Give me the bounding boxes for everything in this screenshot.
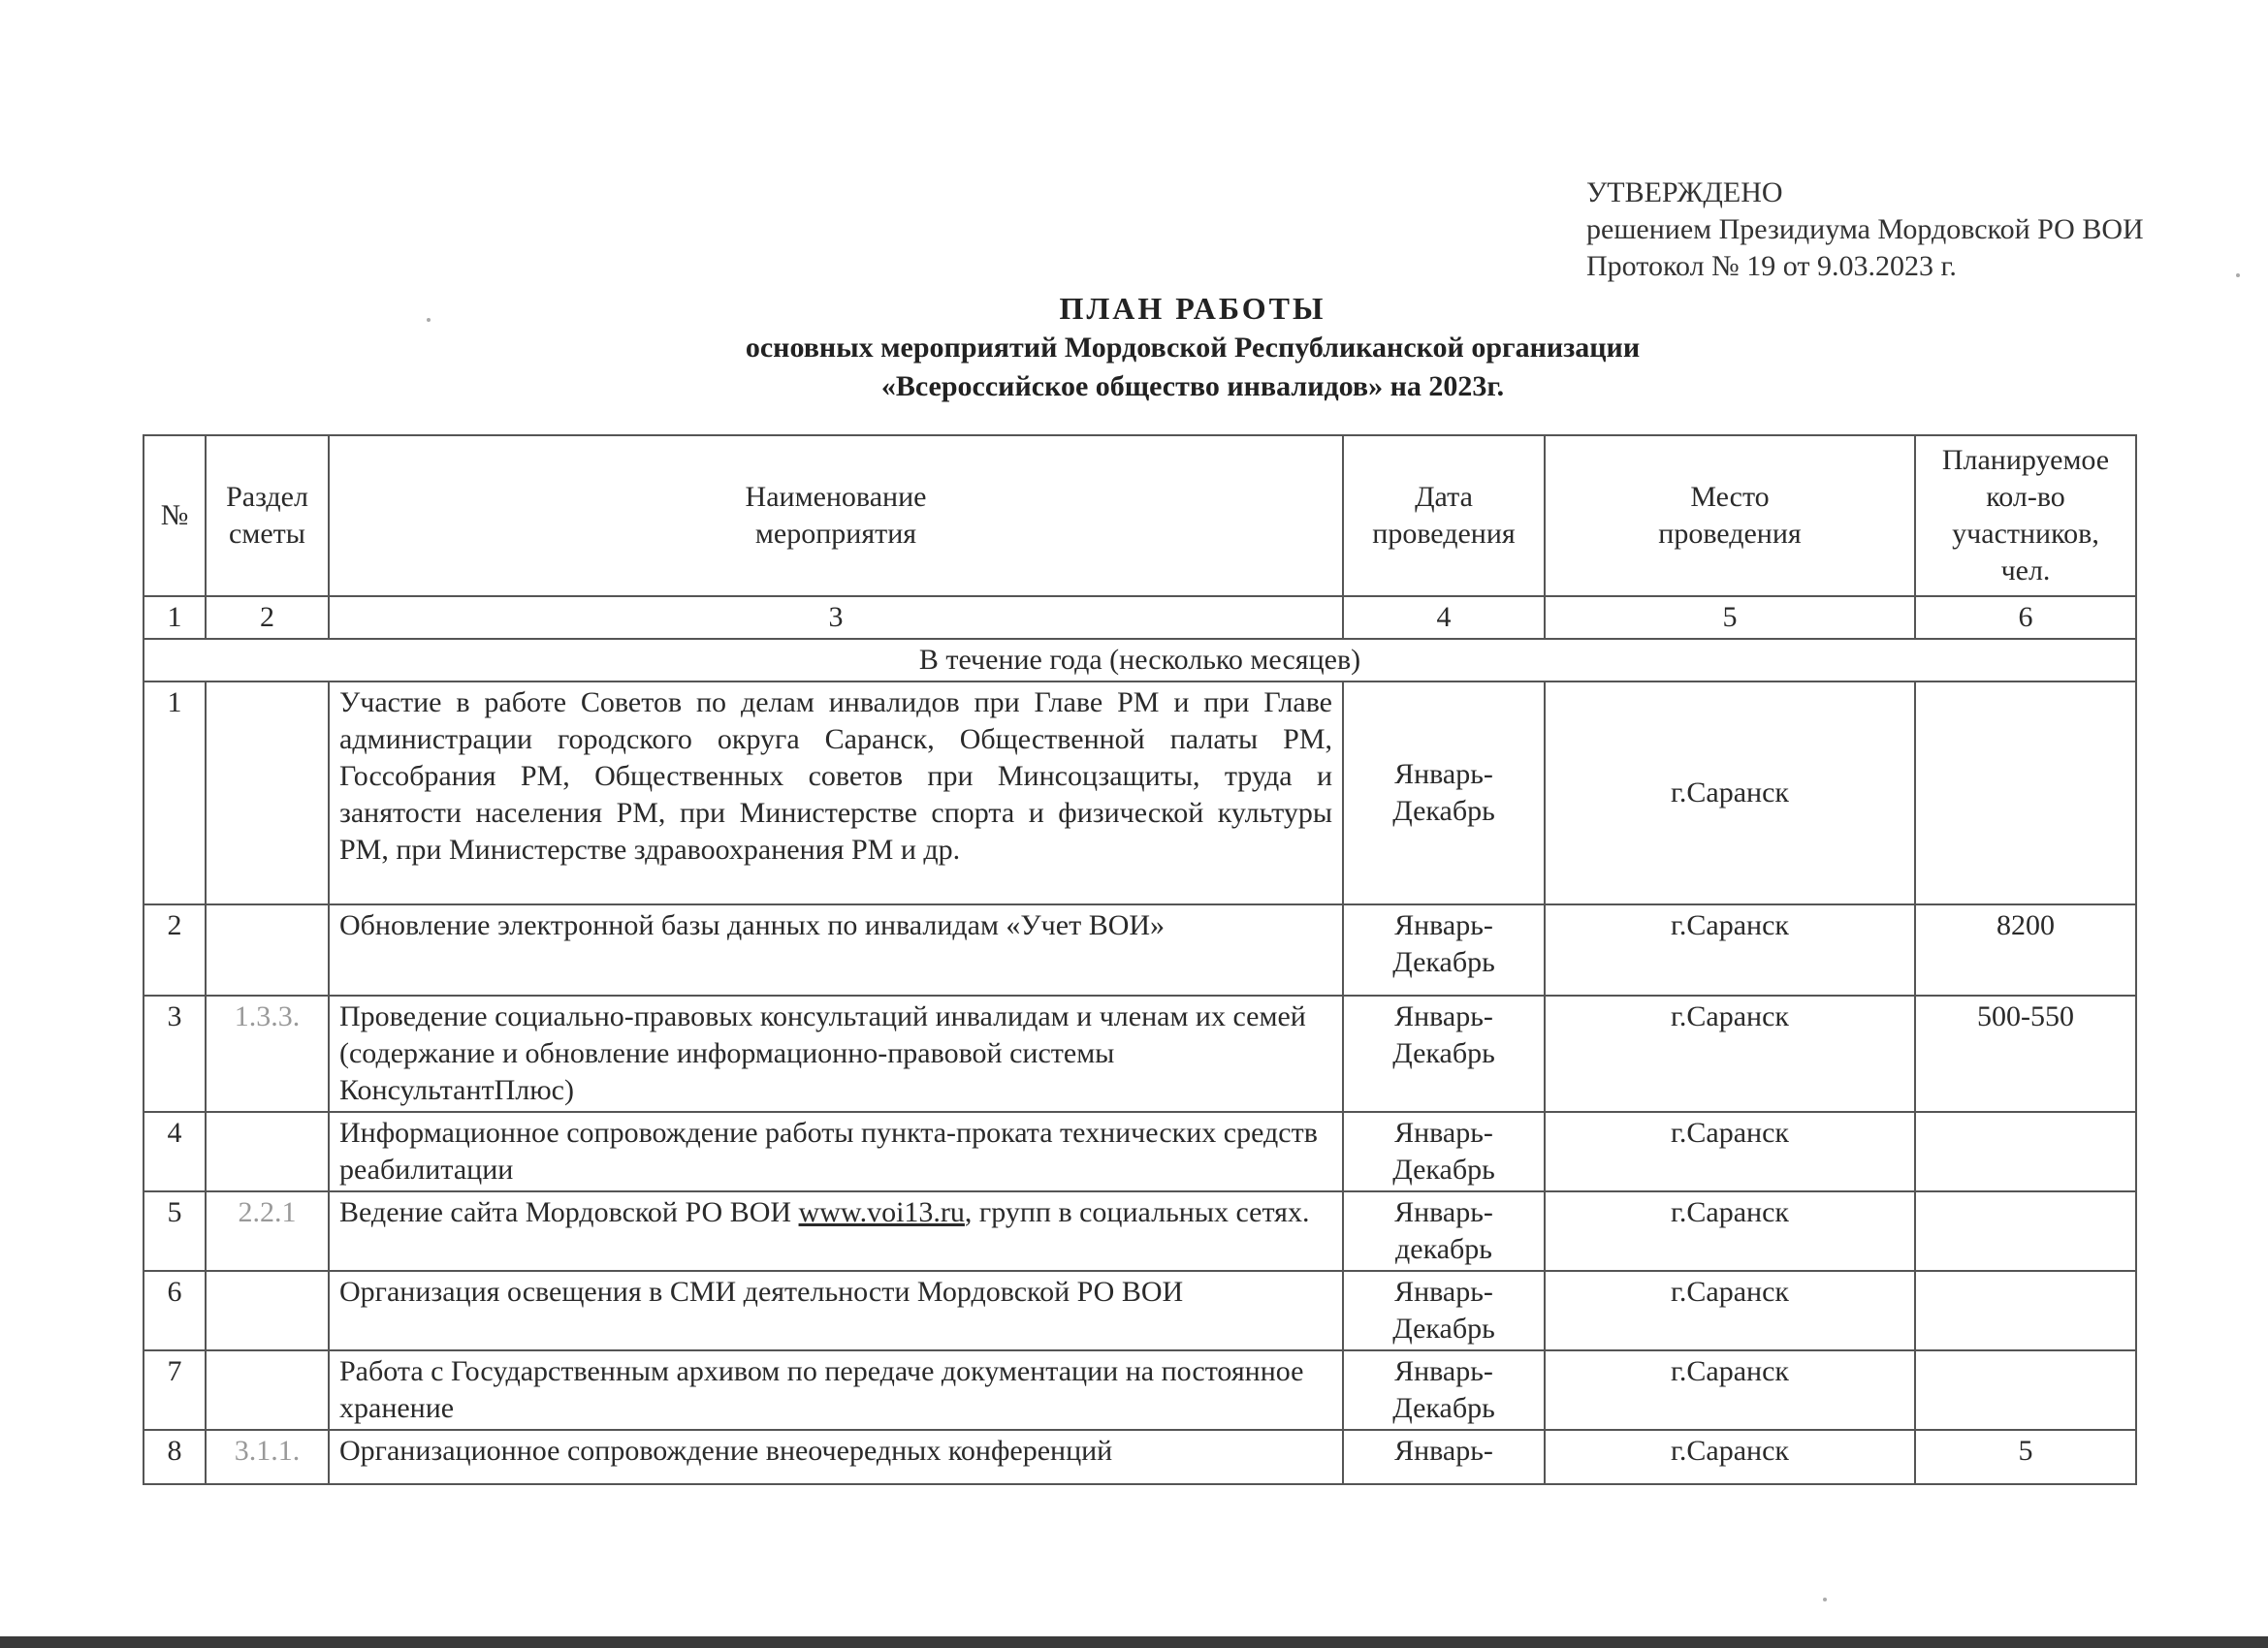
row-place: г.Саранск [1545, 1350, 1915, 1430]
approval-stamp [1586, 174, 2144, 285]
row-num: 5 [144, 1191, 206, 1271]
table-row [144, 1430, 2136, 1484]
row-name: Участие в работе Советов по делам инвалидов при Главе РМ и при Главе администрации городского округа Саранск, Общественной палаты РМ, Госсобрания РМ, Общественных советов при Минсоцзащиты, труда и занятости населения РМ, при Министерстве спорта и физической культуры РМ, при Министерстве здравоохранения РМ и др. [329, 681, 1343, 904]
row-name: Организация освещения в СМИ деятельности Мордовской РО ВОИ [329, 1271, 1343, 1350]
table-row [144, 1271, 2136, 1350]
row-section: 1.3.3. [206, 996, 329, 1112]
section-row [144, 639, 2136, 681]
row-date: Январь-Декабрь [1343, 904, 1545, 996]
row-num: 4 [144, 1112, 206, 1191]
column-number: 5 [1545, 596, 1915, 639]
scan-speck [2236, 273, 2240, 277]
work-plan-table [143, 434, 2137, 1485]
header-place-line1: Место [1690, 481, 1770, 513]
row-qty [1915, 1112, 2136, 1191]
row-date: Январь-Декабрь [1343, 1112, 1545, 1191]
row-place: г.Саранск [1545, 1271, 1915, 1350]
row-qty: 5 [1915, 1430, 2136, 1484]
row-date: Январь-Декабрь [1343, 996, 1545, 1112]
row-num: 2 [144, 904, 206, 996]
header-section: Раздел сметы [206, 435, 329, 596]
header-num: № [144, 435, 206, 596]
row-num: 7 [144, 1350, 206, 1430]
column-number: 2 [206, 596, 329, 639]
column-number: 1 [144, 596, 206, 639]
column-numbers-row [144, 596, 2136, 639]
header-date-line2: проведения [1372, 518, 1516, 550]
row-qty: 8200 [1915, 904, 2136, 996]
row-date: Январь-Декабрь [1343, 1271, 1545, 1350]
row-section [206, 1350, 329, 1430]
approval-decision: решением Президиума Мордовской РО ВОИ [1586, 213, 2144, 245]
table-header-row [144, 435, 2136, 596]
row-qty [1915, 1191, 2136, 1271]
column-number: 3 [329, 596, 1343, 639]
row-section [206, 904, 329, 996]
row-section [206, 1112, 329, 1191]
row-place: г.Саранск [1545, 904, 1915, 996]
row-place: г.Саранск [1545, 1191, 1915, 1271]
row-date: Январь-Декабрь [1343, 681, 1545, 904]
scan-speck [427, 318, 431, 322]
row-qty: 500-550 [1915, 996, 2136, 1112]
row-name-text: , групп в социальных сетях. [964, 1196, 1310, 1228]
row-date: Январь-декабрь [1343, 1191, 1545, 1271]
column-number: 6 [1915, 596, 2136, 639]
scan-speck [1823, 1598, 1827, 1601]
table-row [144, 1350, 2136, 1430]
header-qty: Планируемое кол-во участников, чел. [1915, 435, 2136, 596]
row-name: Информационное сопровождение работы пункта-проката технических средств реабилитации [329, 1112, 1343, 1191]
section-title: В течение года (несколько месяцев) [144, 639, 2136, 681]
row-place: г.Саранск [1545, 996, 1915, 1112]
page-subtitle-year: «Всероссийское общество инвалидов» на 2023г. [880, 370, 1505, 402]
row-num: 3 [144, 996, 206, 1112]
row-name: Организационное сопровождение внеочередных конференций [329, 1430, 1343, 1484]
row-name: Работа с Государственным архивом по передаче документации на постоянное хранение [329, 1350, 1343, 1430]
row-qty [1915, 1350, 2136, 1430]
header-place-line2: проведения [1658, 518, 1802, 550]
approval-title: УТВЕРЖДЕНО [1586, 176, 1783, 208]
row-num: 1 [144, 681, 206, 904]
row-name [329, 1191, 1343, 1271]
row-qty [1915, 1271, 2136, 1350]
row-section: 3.1.1. [206, 1430, 329, 1484]
header-date [1343, 435, 1545, 596]
row-date: Январь-Декабрь [1343, 1350, 1545, 1430]
table-row [144, 904, 2136, 996]
row-place: г.Саранск [1545, 681, 1915, 904]
row-section [206, 1271, 329, 1350]
row-name-text: Ведение сайта Мордовской РО ВОИ [339, 1196, 799, 1228]
header-name [329, 435, 1343, 596]
header-name-line2: мероприятия [754, 518, 917, 550]
header-place [1545, 435, 1915, 596]
row-name: Проведение социально-правовых консультаций инвалидам и членам их семей (содержание и обновление информационно-правовой системы КонсультантПлюс) [329, 996, 1343, 1112]
header-name-line1: Наименование [745, 481, 927, 513]
row-section: 2.2.1 [206, 1191, 329, 1271]
table-row [144, 681, 2136, 904]
page-subtitle: основных мероприятий Мордовской Республиканской организации [745, 332, 1641, 364]
row-num: 6 [144, 1271, 206, 1350]
table-row [144, 996, 2136, 1112]
row-name: Обновление электронной базы данных по инвалидам «Учет ВОИ» [329, 904, 1343, 996]
row-place: г.Саранск [1545, 1430, 1915, 1484]
page-title: ПЛАН РАБОТЫ [1059, 291, 1326, 326]
row-section [206, 681, 329, 904]
header-date-line1: Дата [1415, 481, 1473, 513]
row-num: 8 [144, 1430, 206, 1484]
approval-protocol: Протокол № 19 от 9.03.2023 г. [1586, 250, 1957, 282]
scan-edge [0, 1636, 2268, 1648]
table-row [144, 1191, 2136, 1271]
column-number: 4 [1343, 596, 1545, 639]
site-link[interactable]: www.voi13.ru [798, 1196, 965, 1228]
table-row [144, 1112, 2136, 1191]
row-place: г.Саранск [1545, 1112, 1915, 1191]
row-qty [1915, 681, 2136, 904]
row-date: Январь- [1343, 1430, 1545, 1484]
